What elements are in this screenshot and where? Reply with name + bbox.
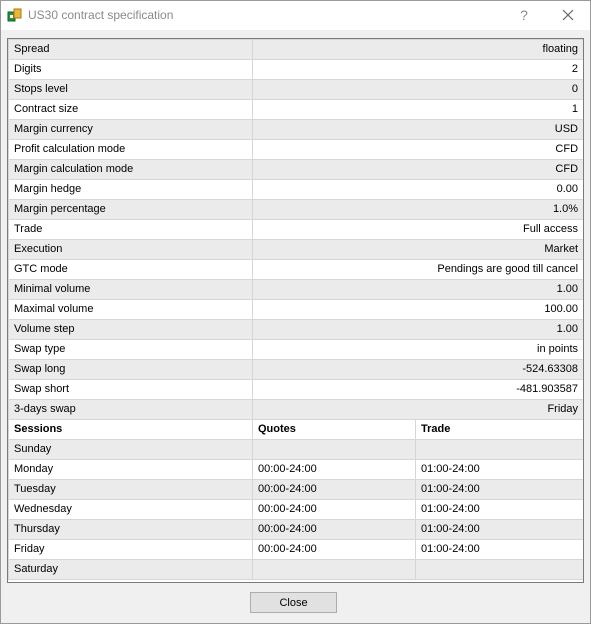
spec-row[interactable]	[9, 60, 584, 80]
spec-label: Margin hedge	[9, 180, 253, 200]
close-button[interactable]: Close	[250, 592, 337, 613]
session-row[interactable]	[9, 500, 584, 520]
spec-label: 3-days swap	[9, 400, 253, 420]
close-icon	[557, 18, 579, 30]
spec-label: Maximal volume	[9, 300, 253, 320]
spec-row[interactable]	[9, 300, 584, 320]
session-day: Sunday	[9, 440, 253, 460]
spec-label: GTC mode	[9, 260, 253, 280]
spec-row[interactable]	[9, 340, 584, 360]
session-trade: 01:00-24:00	[416, 540, 584, 560]
session-row[interactable]	[9, 540, 584, 560]
spec-value: 0	[253, 80, 584, 100]
window-title: US30 contract specification	[28, 8, 174, 22]
spec-value: 100.00	[253, 300, 584, 320]
spec-value: floating	[253, 40, 584, 60]
spec-label: Spread	[9, 40, 253, 60]
spec-value: Full access	[253, 220, 584, 240]
session-trade: 01:00-24:00	[416, 480, 584, 500]
spec-value: 1.00	[253, 320, 584, 340]
session-row[interactable]	[9, 440, 584, 460]
title-bar[interactable]	[1, 1, 590, 30]
spec-row[interactable]	[9, 240, 584, 260]
spec-value: 0.00	[253, 180, 584, 200]
session-day: Monday	[9, 460, 253, 480]
session-quotes	[253, 560, 416, 580]
session-trade: 01:00-24:00	[416, 460, 584, 480]
spec-value: 1.0%	[253, 200, 584, 220]
session-day: Tuesday	[9, 480, 253, 500]
session-row[interactable]	[9, 480, 584, 500]
quotes-header: Quotes	[253, 420, 416, 440]
spec-label: Trade	[9, 220, 253, 240]
session-day: Saturday	[9, 560, 253, 580]
specification-table	[8, 39, 584, 580]
spec-row[interactable]	[9, 320, 584, 340]
spec-value: USD	[253, 120, 584, 140]
help-button[interactable]: ?	[520, 7, 528, 23]
spec-label: Stops level	[9, 80, 253, 100]
spec-value: Friday	[253, 400, 584, 420]
spec-row[interactable]	[9, 100, 584, 120]
session-day: Wednesday	[9, 500, 253, 520]
spec-label: Swap short	[9, 380, 253, 400]
spec-row[interactable]	[9, 200, 584, 220]
spec-label: Digits	[9, 60, 253, 80]
trade-header: Trade	[416, 420, 584, 440]
spec-row[interactable]	[9, 160, 584, 180]
spec-row[interactable]	[9, 140, 584, 160]
spec-label: Swap type	[9, 340, 253, 360]
spec-label: Profit calculation mode	[9, 140, 253, 160]
spec-row[interactable]	[9, 80, 584, 100]
spec-value: 1	[253, 100, 584, 120]
spec-label: Margin currency	[9, 120, 253, 140]
session-row[interactable]	[9, 560, 584, 580]
spec-label: Contract size	[9, 100, 253, 120]
specification-table-container[interactable]	[7, 38, 584, 583]
spec-value: CFD	[253, 160, 584, 180]
session-quotes: 00:00-24:00	[253, 520, 416, 540]
session-quotes: 00:00-24:00	[253, 460, 416, 480]
spec-row[interactable]	[9, 360, 584, 380]
session-quotes: 00:00-24:00	[253, 480, 416, 500]
spec-value: CFD	[253, 140, 584, 160]
session-trade	[416, 440, 584, 460]
session-quotes	[253, 440, 416, 460]
session-row[interactable]	[9, 460, 584, 480]
spec-row[interactable]	[9, 220, 584, 240]
spec-row[interactable]	[9, 400, 584, 420]
spec-row[interactable]	[9, 260, 584, 280]
spec-label: Execution	[9, 240, 253, 260]
spec-row[interactable]	[9, 380, 584, 400]
spec-label: Margin calculation mode	[9, 160, 253, 180]
app-icon	[7, 7, 23, 23]
spec-label: Swap long	[9, 360, 253, 380]
spec-label: Minimal volume	[9, 280, 253, 300]
spec-row[interactable]	[9, 120, 584, 140]
session-day: Thursday	[9, 520, 253, 540]
session-quotes: 00:00-24:00	[253, 540, 416, 560]
spec-label: Margin percentage	[9, 200, 253, 220]
spec-value: in points	[253, 340, 584, 360]
spec-label: Volume step	[9, 320, 253, 340]
spec-value: Market	[253, 240, 584, 260]
spec-value: -481.903587	[253, 380, 584, 400]
spec-value: 1.00	[253, 280, 584, 300]
session-trade: 01:00-24:00	[416, 500, 584, 520]
spec-value: 2	[253, 60, 584, 80]
spec-row[interactable]	[9, 40, 584, 60]
close-window-button[interactable]	[557, 5, 579, 27]
session-trade: 01:00-24:00	[416, 520, 584, 540]
session-trade	[416, 560, 584, 580]
session-quotes: 00:00-24:00	[253, 500, 416, 520]
spec-value: Pendings are good till cancel	[253, 260, 584, 280]
sessions-header: Sessions	[9, 420, 253, 440]
spec-value: -524.63308	[253, 360, 584, 380]
spec-row[interactable]	[9, 180, 584, 200]
session-day: Friday	[9, 540, 253, 560]
sessions-header-row	[9, 420, 584, 440]
spec-row[interactable]	[9, 280, 584, 300]
session-row[interactable]	[9, 520, 584, 540]
